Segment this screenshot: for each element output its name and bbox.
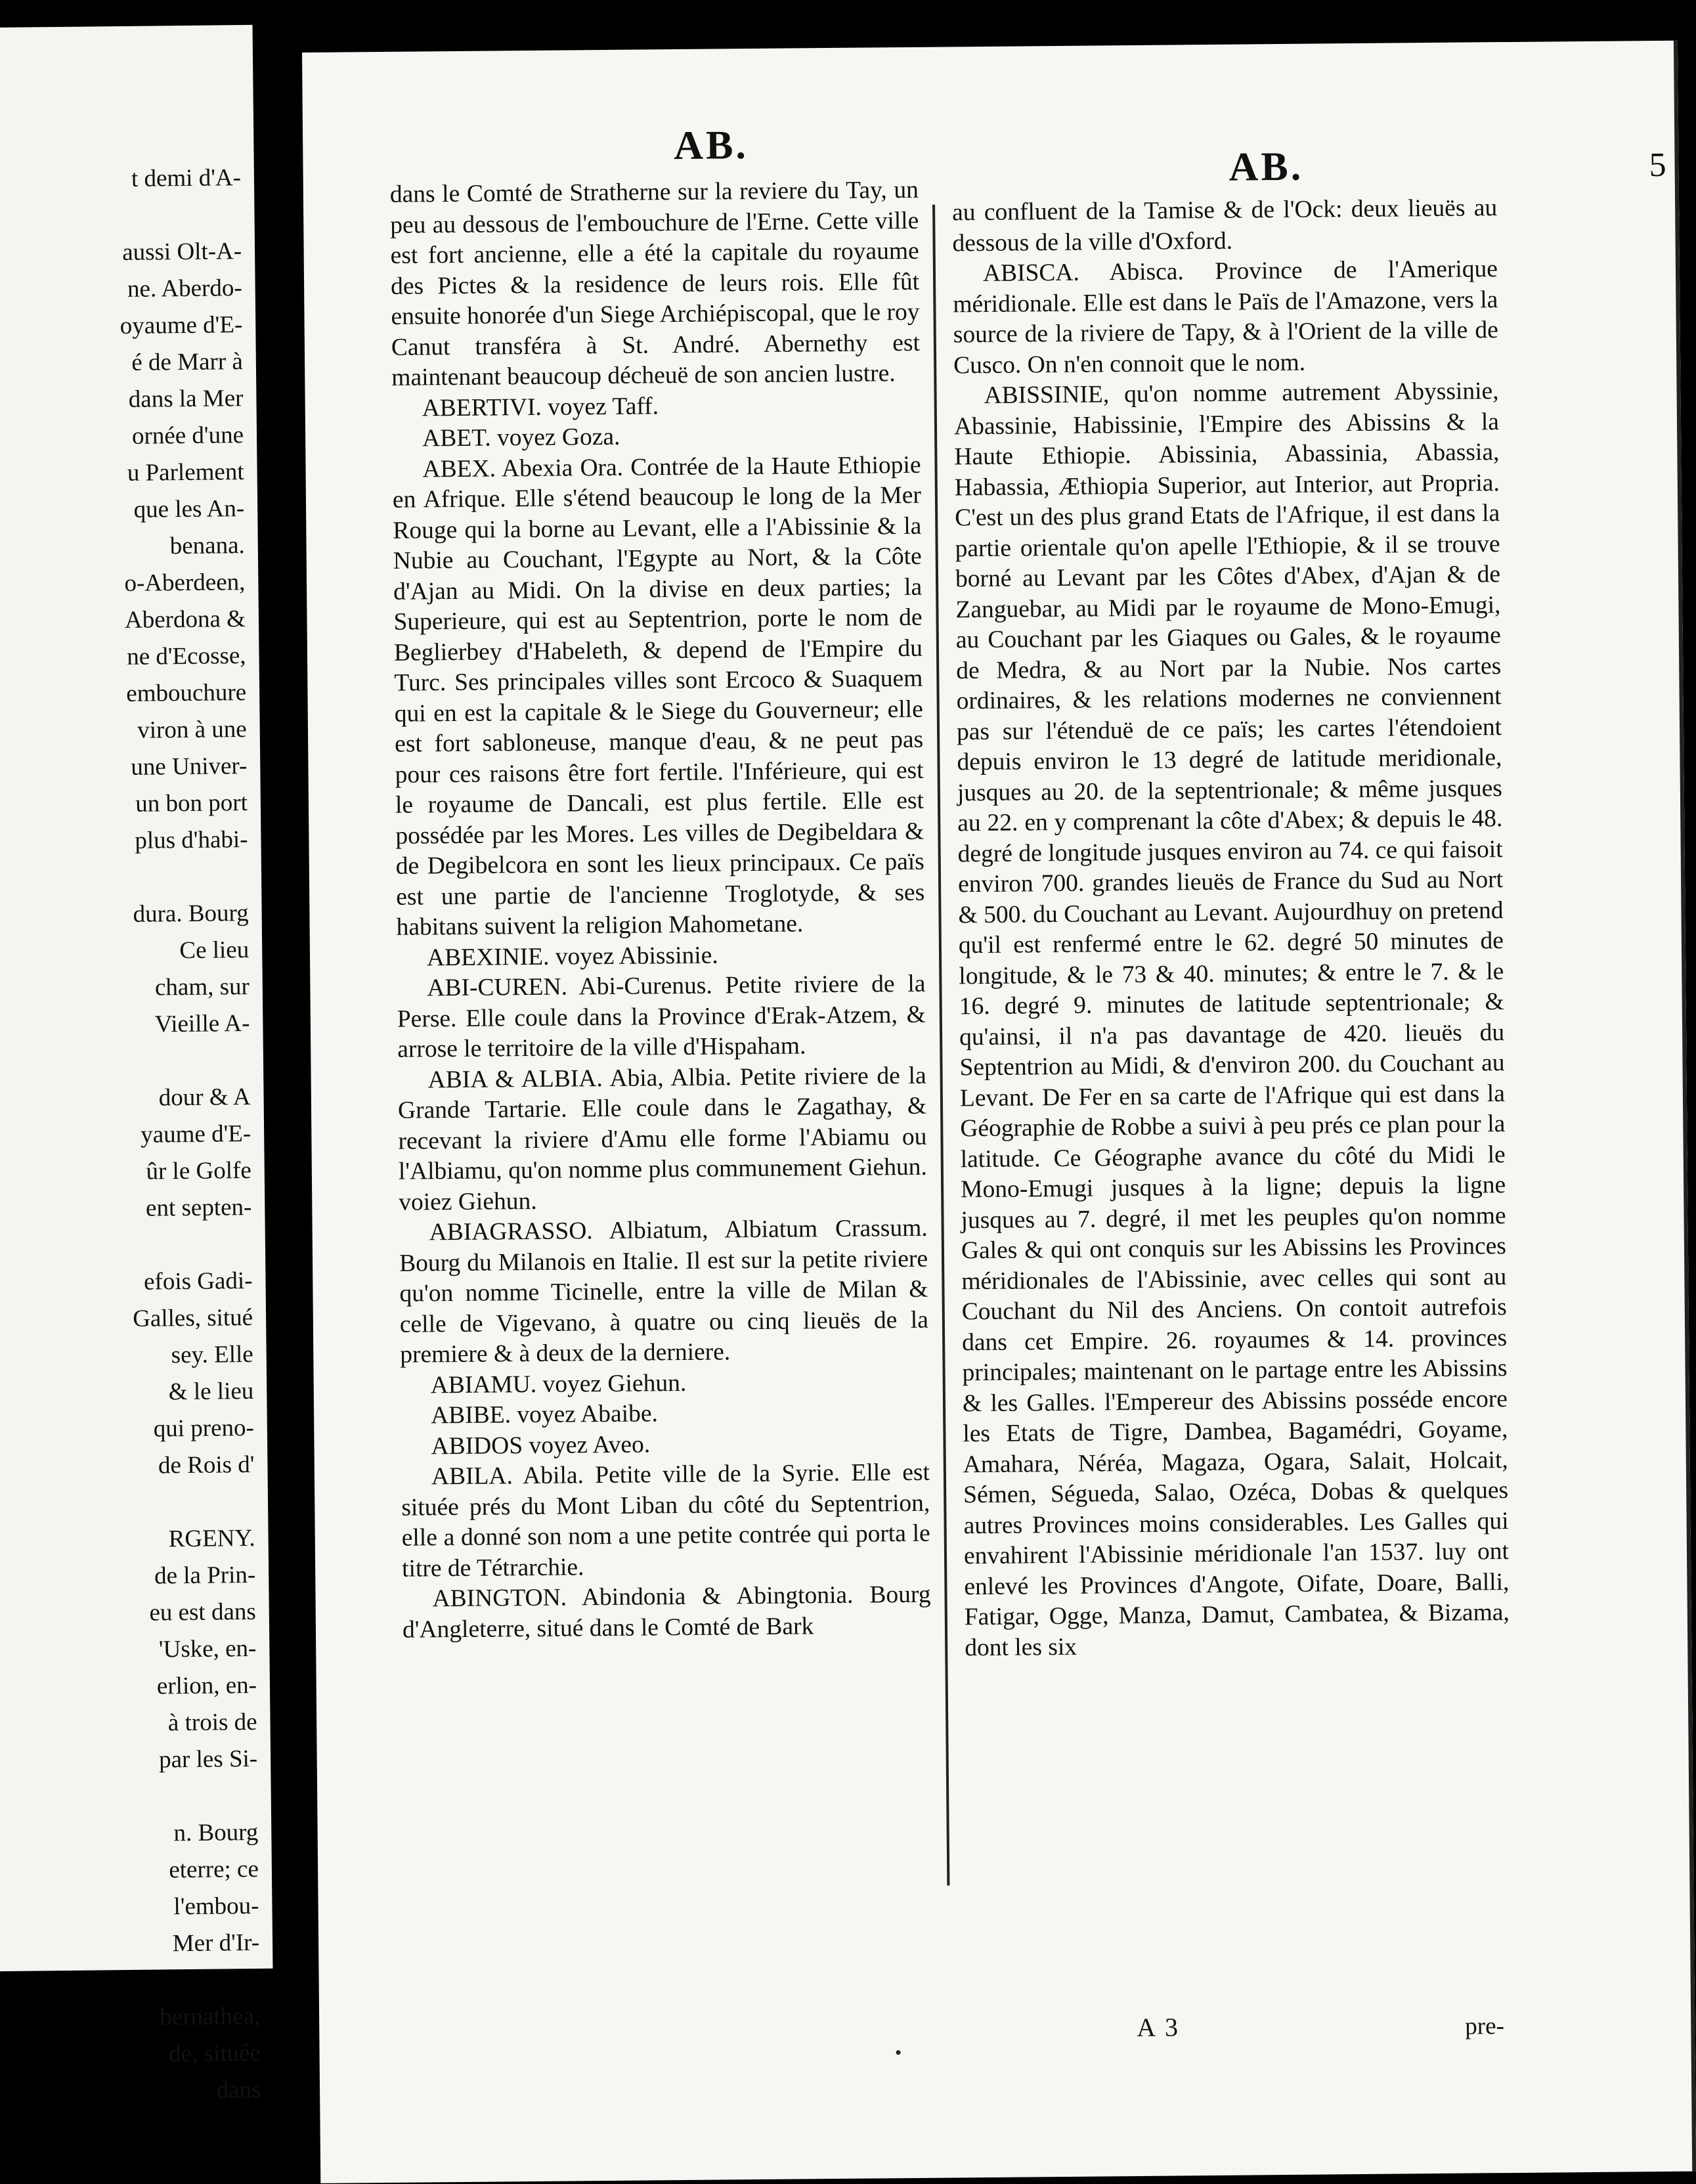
- facing-page-line: eu est dans: [149, 1598, 257, 1627]
- entry-abet: ABET. voyez Goza.: [422, 423, 620, 452]
- facing-page-line: o-Aberdeen,: [124, 569, 246, 597]
- facing-page-line: erlion, en-: [156, 1671, 257, 1700]
- catchword: pre-: [1465, 2013, 1505, 2040]
- entry-abisca: ABISCA. Abisca. Province de l'Amerique méridionale. Elle est dans le Païs de l'Amazone, vers la source de la riviere de Tapy, & à l'Orient de la ville de Cusco. On n'en connoit que le nom.: [953, 255, 1498, 379]
- entry-abi-curen: ABI-CUREN. Abi-Curenus. Petite riviere de la Perse. Elle coule dans la Province d'Erak-Atzem, & arrose le territoire de la ville d'Hispaham.: [397, 970, 926, 1063]
- facing-page-line: [18, 1483, 255, 1523]
- facing-page-line: 'Uske, en-: [158, 1634, 257, 1663]
- entry-abiamu: ABIAMU. voyez Giehun.: [430, 1369, 687, 1399]
- facing-page-line: l'embou-: [173, 1892, 259, 1921]
- left-column: [390, 175, 931, 1646]
- facing-page-line: & le lieu: [168, 1377, 254, 1406]
- page-number: 5: [1649, 146, 1666, 185]
- facing-page-line: oyaume d'E-: [120, 311, 243, 340]
- entry-abibe: ABIBE. voyez Abaibe.: [430, 1400, 659, 1430]
- facing-page-line: t demi d'A-: [131, 164, 242, 192]
- facing-page-line: Vieille A-: [154, 1010, 250, 1038]
- running-head-left: AB.: [673, 123, 749, 169]
- facing-page-line: Galles, situé: [132, 1303, 253, 1332]
- entry-abertivi: ABERTIVI. voyez Taff.: [422, 392, 659, 422]
- facing-page-line: yaume d'E-: [140, 1120, 251, 1148]
- column-rule: [932, 205, 949, 1886]
- entry-abexinie: ABEXINIE. voyez Abissinie.: [426, 942, 718, 971]
- facing-page-line: qui preno-: [153, 1414, 255, 1443]
- facing-page-line: ûr le Golfe: [146, 1156, 251, 1185]
- facing-page-line: [12, 858, 249, 898]
- entry-paragraph: au confluent de la Tamise & de l'Ock: deux lieuës au dessous de la ville d'Oxford.: [951, 194, 1498, 257]
- facing-page-fragment: [0, 25, 272, 2104]
- facing-page-line: [23, 1961, 260, 2001]
- facing-page-line: aussi Olt-A-: [121, 238, 242, 266]
- facing-page-line: [14, 1042, 251, 1081]
- facing-page-line: [21, 1778, 258, 1817]
- facing-page-line: cham, sur: [154, 973, 250, 1001]
- facing-page-line: bernathea,: [159, 2002, 261, 2031]
- entry-paragraph: dans le Comté de Stratherne sur la reviere du Tay, un peu au dessous de l'embouchure de l'Erne. Cette ville est fort ancienne, elle a été la capitale du royaume des Pictes & la residence de leurs rois. Elle fût ensuite honorée d'un Siege Archiépiscopal, que le roy Canut transféra à St. André. Abernethy est maintenant beaucoup décheuë de son ancien lustre.: [389, 176, 921, 391]
- facing-page-line: dans la Mer: [128, 385, 244, 413]
- facing-page-line: [5, 196, 242, 236]
- facing-page-line: viron à une: [137, 716, 247, 744]
- entry-abidos: ABIDOS voyez Aveo.: [431, 1430, 651, 1460]
- facing-page-line: dans: [216, 2076, 261, 2104]
- facing-page-line: RGENY.: [168, 1524, 255, 1553]
- facing-page-line: à trois de: [167, 1708, 257, 1737]
- facing-page-line: é de Marr à: [131, 348, 244, 376]
- facing-page-line: sey. Elle: [171, 1340, 253, 1369]
- facing-page-line: efois Gadi-: [143, 1267, 253, 1296]
- facing-page-line: de, située: [168, 2039, 261, 2068]
- right-column: [952, 193, 1510, 1663]
- entry-abington: ABINGTON. Abindonia & Abingtonia. Bourg d'Angleterre, situé dans le Comté de Bark: [402, 1581, 931, 1644]
- entry-abila: ABILA. Abila. Petite ville de la Syrie. Elle est située prés du Mont Liban du côté du Septentrion, elle a donné son nom a une petite contrée qui porta le titre de Tétrarchie.: [401, 1458, 930, 1583]
- facing-page-line: benana.: [169, 532, 246, 560]
- facing-page-line: Aberdona &: [124, 605, 246, 634]
- facing-page-line: une Univer-: [131, 753, 248, 781]
- facing-page-line: n. Bourg: [173, 1818, 259, 1847]
- book-page: [302, 41, 1696, 2183]
- facing-page-line: Ce lieu: [179, 936, 250, 965]
- facing-page-line: que les An-: [133, 495, 245, 523]
- facing-page-line: de la Prin-: [154, 1561, 256, 1590]
- facing-page-line: ne. Aberdo-: [127, 274, 242, 303]
- facing-page-line: de Rois d': [158, 1451, 255, 1479]
- entry-abissinie: ABISSINIE, qu'on nomme autrement Abyssinie, Abassinie, Habissinie, l'Empire des Abissins & la Haute Ethiopie. Abissinia, Abassinia, Abassia, Habassia, Æthiopia Superior, aut Interior, aut Propria. C'est un des plus grand Etats de l'Afrique, il est dans la partie orientale qu'on apelle l'Ethiopie, & il se trouve borné au Levant par les Côtes d'Abex, d'Ajan & de Zanguebar, au Midi par le royaume de Mono-Emugi, au Couchant par les Giaques ou Gales, & le royaume de Medra, & au Nort par la Nubie. Nos cartes ordinaires, & les relations modernes ne conviennent pas sur l'étenduë de ce païs; les cartes l'étendoient depuis environ le 13 degré de latitude meridionale, jusques au 20. de la septentrionale; & même jusques au 22. en y comprenant la côte d'Abex; & depuis le 48. degré de longitude jusques environ au 74. ce qui faisoit environ 700. grandes lieuës de France du Sud au Nort & 500. du Couchant au Levant. Aujourdhuy on pretend qu'il est renfermé entre le 62. degré 50 minutes de longitude, & le 73 & 40. minutes; & entre le 7. & le 16. degré 9. minutes de latitude septentrionale; & qu'ainsi, il n'a pas davantage de 420. lieuës du Septentrion au Midi, & d'environ 200. du Couchant au Levant. De Fer en sa carte de l'Afrique qui est dans la Géographie de Robbe a suivi à peu prés ce plan pour la latitude. Ce Géographe avance du côté du Midi le Mono-Emugi jusques à la ligne; depuis la ligne jusques au 7. degré, il met les peuples qu'on nomme Gales & qui ont conquis sur les Abissins les Provinces méridionales de l'Abissinie, avec celles qui sont au Couchant du Nil des Anciens. On contoit autrefois dans cet Empire. 26. royaumes & 14. provinces principales; maintenant on le partage entre les Abissins & les Galles. l'Empereur des Abissins posséde encore les Etats de Tigre, Dambea, Bagamédri, Goyame, Amahara, Néréa, Magaza, Ogara, Salait, Holcait, Sémen, Ségueda, Salao, Ozéca, Dobas & quelques autres Provinces moins considerables. Les Galles qui envahirent l'Abissinie méridionale l'an 1537. luy ont enlevé les Provinces d'Angote, Oifate, Doare, Balli, Fatigar, Ogge, Manza, Damut, Cambatea, & Bizama, dont les six: [953, 378, 1510, 1661]
- facing-page-line: ornée d'une: [131, 422, 244, 450]
- facing-page-line: dour & A: [158, 1083, 251, 1112]
- ink-dot: [896, 2050, 901, 2055]
- facing-page-line: plus d'habi-: [135, 826, 248, 854]
- facing-page-line: Mer d'Ir-: [172, 1929, 260, 1957]
- facing-page-line: par les Si-: [158, 1745, 258, 1774]
- facing-page-line: embouchure: [126, 679, 247, 707]
- entry-abex: ABEX. Abexia Ora. Contrée de la Haute Ethiopie en Afrique. Elle s'étend beaucoup le long de la Mer Rouge qui la borne au Levant, elle a l'Abissinie & la Nubie au Couchant, l'Egypte au Nort, & la Côte d'Ajan au Midi. On la divise en deux parties; la Superieure, qui est au Septentrion, porte le nom de Beglierbey d'Habeleth, & depend de l'Empire du Turc. Ses principales villes sont Ercoco & Suaquem qui en est la capitale & le Siege du Gouverneur; elle est fort sabloneuse, manque d'eau, & ne peut pas pour ces raisons être fort fertile. l'Inférieure, qui est le royaume de Dancali, est plus fertile. Elle est possédée par les Mores. Les villes de Degibeldara & de Degibelcora en sont les lieux principaux. Ce païs est une partie de l'ancienne Troglotyde, & ses habitans suivent la religion Mahometane.: [392, 451, 925, 941]
- facing-page-line: u Parlement: [127, 458, 244, 487]
- running-head-right: AB.: [1229, 144, 1304, 190]
- facing-page-line: ne d'Ecosse,: [127, 642, 246, 670]
- facing-page-line: un bon port: [135, 789, 248, 818]
- signature-mark: A 3: [1137, 2012, 1181, 2043]
- entry-abiagrasso: ABIAGRASSO. Albiatum, Albiatum Crassum. Bourg du Milanois en Italie. Il est sur la petite riviere qu'on nomme Ticinelle, entre la ville de Milan & celle de Vigevano, à quatre ou cinq lieuës de la premiere & à deux de la derniere.: [399, 1214, 929, 1368]
- facing-page-line: eterre; ce: [169, 1855, 259, 1884]
- facing-page-text: [5, 160, 261, 2111]
- facing-page-line: ent septen-: [145, 1193, 252, 1222]
- facing-page-line: [16, 1226, 253, 1265]
- entry-abia-albia: ABIA & ALBIA. Abia, Albia. Petite riviere de la Grande Tartarie. Elle coule dans le Zagathay, & recevant la riviere d'Amu elle forme l'Abiamu ou l'Albiamu, qu'on nomme plus communement Giehun. voiez Giehun.: [397, 1062, 928, 1216]
- facing-page-line: dura. Bourg: [133, 900, 249, 928]
